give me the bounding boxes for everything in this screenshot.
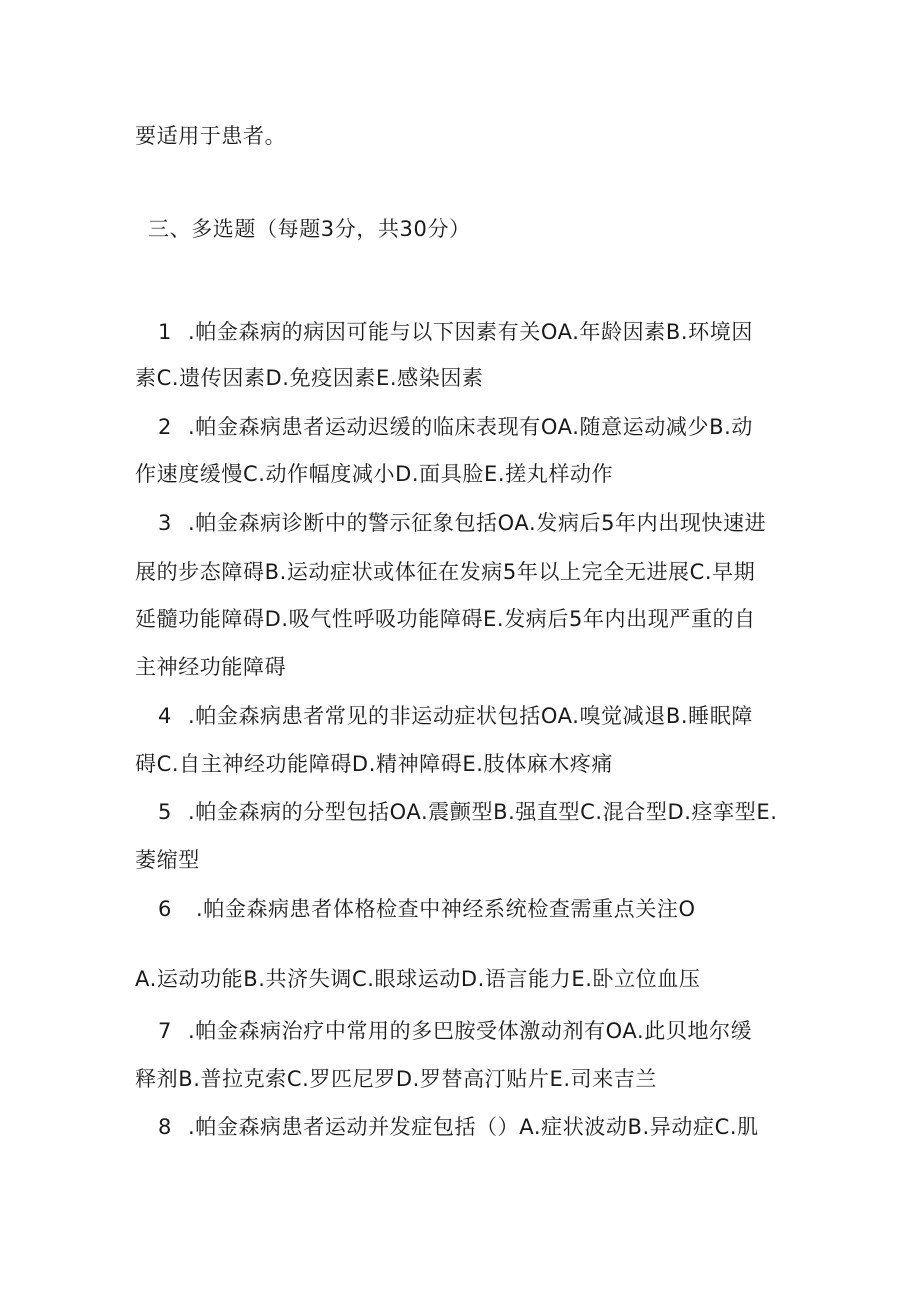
question-3-line-2: 展的步态障碍B.运动症状或体征在发病5年以上完全无进展C.早期 [135, 560, 756, 584]
question-7-line-1 [158, 1016, 752, 1046]
question-3-line-3: 延髓功能障碍D.吸气性呼吸功能障碍E.发病后5年内出现严重的自 [135, 607, 756, 631]
question-5-line-2: 萎缩型 [135, 848, 200, 872]
question-4-line-1 [158, 701, 753, 731]
question-number: 8 [158, 1115, 172, 1139]
question-number: 3 [158, 511, 172, 535]
question-4-line-2: 碍C.自主神经功能障碍D.精神障碍E.肢体麻木疼痛 [135, 752, 614, 776]
question-7-line-2: 释剂B.普拉克索C.罗匹尼罗D.罗替高汀贴片E.司来吉兰 [135, 1067, 658, 1091]
section-heading: 三、多选题（每题3分，共30分） [148, 217, 471, 241]
question-text: .帕金森病患者体格检查中神经系统检查需重点关注O [195, 897, 696, 921]
question-2-line-2: 作速度缓慢C.动作幅度减小D.面具脸E.搓丸样动作 [135, 462, 614, 486]
question-text: .帕金森病的病因可能与以下因素有关OA.年龄因素B.环境因 [187, 320, 753, 344]
question-1-line-2: 素C.遗传因素D.免疫因素E.感染因素 [135, 366, 484, 390]
question-number: 1 [158, 320, 172, 344]
question-number: 6 [158, 897, 172, 921]
question-number: 4 [158, 704, 172, 728]
question-5-line-1 [158, 797, 777, 827]
question-text: .帕金森病患者常见的非运动症状包括OA.嗅觉减退B.睡眠障 [187, 704, 753, 728]
question-number: 7 [158, 1019, 172, 1043]
question-text: .帕金森病患者运动并发症包括（）A.症状波动B.异动症C.肌 [187, 1115, 759, 1139]
question-3-line-1 [158, 508, 766, 538]
question-number: 2 [158, 415, 172, 439]
question-text: .帕金森病患者运动迟缓的临床表现有OA.随意运动减少B.动 [187, 415, 753, 439]
question-text: .帕金森病治疗中常用的多巴胺受体激动剂有OA.此贝地尔缓 [187, 1019, 753, 1043]
continuation-text: 要适用于患者。 [135, 124, 287, 148]
question-3-line-4: 主神经功能障碍 [135, 655, 287, 679]
question-text: .帕金森病的分型包括OA.震颤型B.强直型C.混合型D.痉挛型E. [187, 800, 778, 824]
question-2-line-1 [158, 412, 753, 442]
question-8-line-1 [158, 1112, 759, 1142]
question-number: 5 [158, 800, 172, 824]
question-text: .帕金森病诊断中的警示征象包括OA.发病后5年内出现快速进 [187, 511, 767, 535]
question-6-line-2: A.运动功能B.共济失调C.眼球运动D.语言能力E.卧立位血压 [135, 967, 701, 991]
question-1-line-1 [158, 317, 753, 347]
question-6-line-1 [158, 894, 696, 924]
